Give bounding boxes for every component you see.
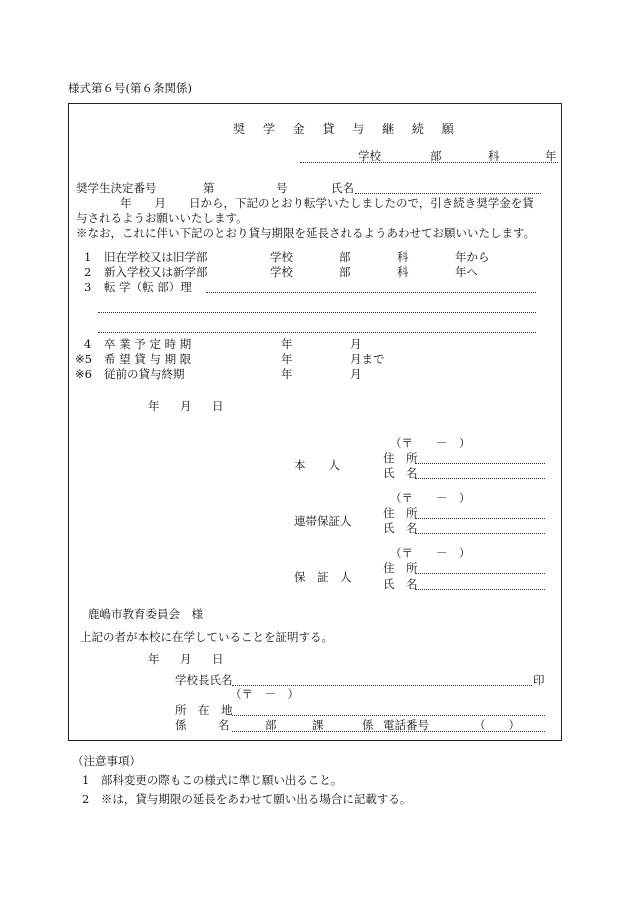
id-go: 号: [276, 181, 288, 195]
item-5-num: ※5: [75, 352, 92, 366]
item-1-tail: 年から: [455, 250, 490, 264]
id-number-label: 奨学生決定番号: [76, 181, 157, 195]
school-line-school: 学校: [358, 149, 381, 163]
staff-dept: 部: [265, 718, 277, 732]
body-line-1: 年 月 日から，下記のとおり転学いたしましたので，引き続き奨学金を貸: [120, 196, 534, 210]
signer-self-name-label: 氏 名: [383, 466, 418, 480]
item-6-num: ※6: [75, 367, 92, 381]
signer-joint-name-field[interactable]: [415, 533, 545, 534]
date2-day: 日: [212, 652, 224, 666]
note-1: 1 部科変更の際もこの様式に準じ願い出ること。: [82, 773, 343, 787]
item-4-month: 月: [350, 337, 362, 351]
staff-phone-label: 電話番号: [383, 718, 429, 732]
staff-kakari: 係: [362, 718, 374, 732]
reason-field-3[interactable]: [98, 332, 536, 333]
school-line-subject: 科: [488, 149, 500, 163]
item-5-label: 希 望 貸 与 期 限: [104, 352, 192, 366]
date1-day: 日: [212, 399, 224, 413]
item-2-school: 学校: [270, 265, 293, 279]
principal-seal: 印: [533, 673, 545, 687]
date1-year: 年: [148, 399, 160, 413]
item-1-subject: 科: [397, 250, 409, 264]
certify-text: 上記の者が本校に在学していることを証明する。: [80, 630, 333, 644]
location-label: 所 在 地: [175, 703, 233, 717]
form-label: 様式第６号(第６条関係): [68, 81, 192, 95]
school-line-dept: 部: [430, 149, 442, 163]
signer-joint-address-field[interactable]: [415, 518, 545, 519]
signer-guarantor-postal: （〒 － ）: [390, 546, 471, 560]
item-2-tail: 年へ: [455, 265, 478, 279]
reason-field-1[interactable]: [206, 292, 536, 293]
item-2-label: 新入学校又は新学部: [104, 265, 208, 279]
principal-postal: （〒 － ）: [230, 687, 299, 701]
item-6-month: 月: [350, 367, 362, 381]
signer-guarantor-role: 保 証 人: [294, 570, 352, 584]
location-field[interactable]: [232, 715, 545, 716]
item-4-year: 年: [281, 337, 293, 351]
signer-self-address-field[interactable]: [415, 463, 545, 464]
signer-guarantor-name-field[interactable]: [415, 589, 545, 590]
item-4-label: 卒 業 予 定 時 期: [104, 337, 192, 351]
item-6-label: 従前の貸与終期: [104, 367, 185, 381]
notes-title: （注意事項）: [72, 754, 141, 768]
signer-guarantor-address-label: 住 所: [383, 561, 418, 575]
signer-self-postal: （〒 － ）: [390, 436, 471, 450]
item-2-subject: 科: [397, 265, 409, 279]
reason-field-2[interactable]: [98, 312, 536, 313]
principal-label: 学校長氏名: [175, 673, 233, 687]
signer-self-address-label: 住 所: [383, 451, 418, 465]
signer-joint-postal: （〒 － ）: [390, 491, 471, 505]
signer-self-name-field[interactable]: [415, 478, 545, 479]
addressee: 鹿嶋市教育委員会 様: [88, 607, 203, 621]
date2-year: 年: [148, 652, 160, 666]
date1-month: 月: [180, 399, 192, 413]
body-line-2: 与されるようお願いいたします。: [76, 211, 248, 225]
principal-name-field[interactable]: [232, 685, 532, 686]
item-5-month: 月まで: [350, 352, 385, 366]
item-1-label: 旧在学校又は旧学部: [104, 250, 208, 264]
signer-joint-address-label: 住 所: [383, 506, 418, 520]
date2-month: 月: [180, 652, 192, 666]
item-5-year: 年: [281, 352, 293, 366]
form-title: 奨 学 金 貸 与 継 続 願: [233, 122, 461, 136]
staff-section: 課: [312, 718, 324, 732]
item-4-num: 4: [84, 337, 92, 351]
body-line-3: ※なお，これに伴い下記のとおり貸与期限を延長されるようあわせてお願いいたします。: [76, 226, 536, 240]
signer-joint-role: 連帯保証人: [294, 514, 352, 528]
item-2-dept: 部: [339, 265, 351, 279]
note-2: 2 ※は，貸与期限の延長をあわせて願い出る場合に記載する。: [82, 792, 412, 806]
id-name-label: 氏名: [331, 181, 354, 195]
staff-name-label: 名: [218, 718, 230, 732]
signer-self-role: 本 人: [294, 458, 340, 472]
staff-phone-paren: （ ）: [474, 718, 520, 732]
item-1-dept: 部: [339, 250, 351, 264]
school-line-year: 年: [545, 149, 557, 163]
staff-label: 係: [175, 718, 187, 732]
school-line-field[interactable]: [300, 162, 558, 163]
signer-guarantor-address-field[interactable]: [415, 573, 545, 574]
item-3-label: 転 学（転 部）理: [104, 280, 192, 294]
id-dai: 第: [203, 181, 215, 195]
item-6-year: 年: [281, 367, 293, 381]
item-2-num: 2: [84, 265, 92, 279]
id-name-field[interactable]: [355, 193, 541, 194]
item-1-num: 1: [84, 250, 92, 264]
staff-field[interactable]: [232, 731, 545, 732]
signer-joint-name-label: 氏 名: [383, 521, 418, 535]
signer-guarantor-name-label: 氏 名: [383, 577, 418, 591]
item-3-num: 3: [84, 280, 92, 294]
item-1-school: 学校: [270, 250, 293, 264]
